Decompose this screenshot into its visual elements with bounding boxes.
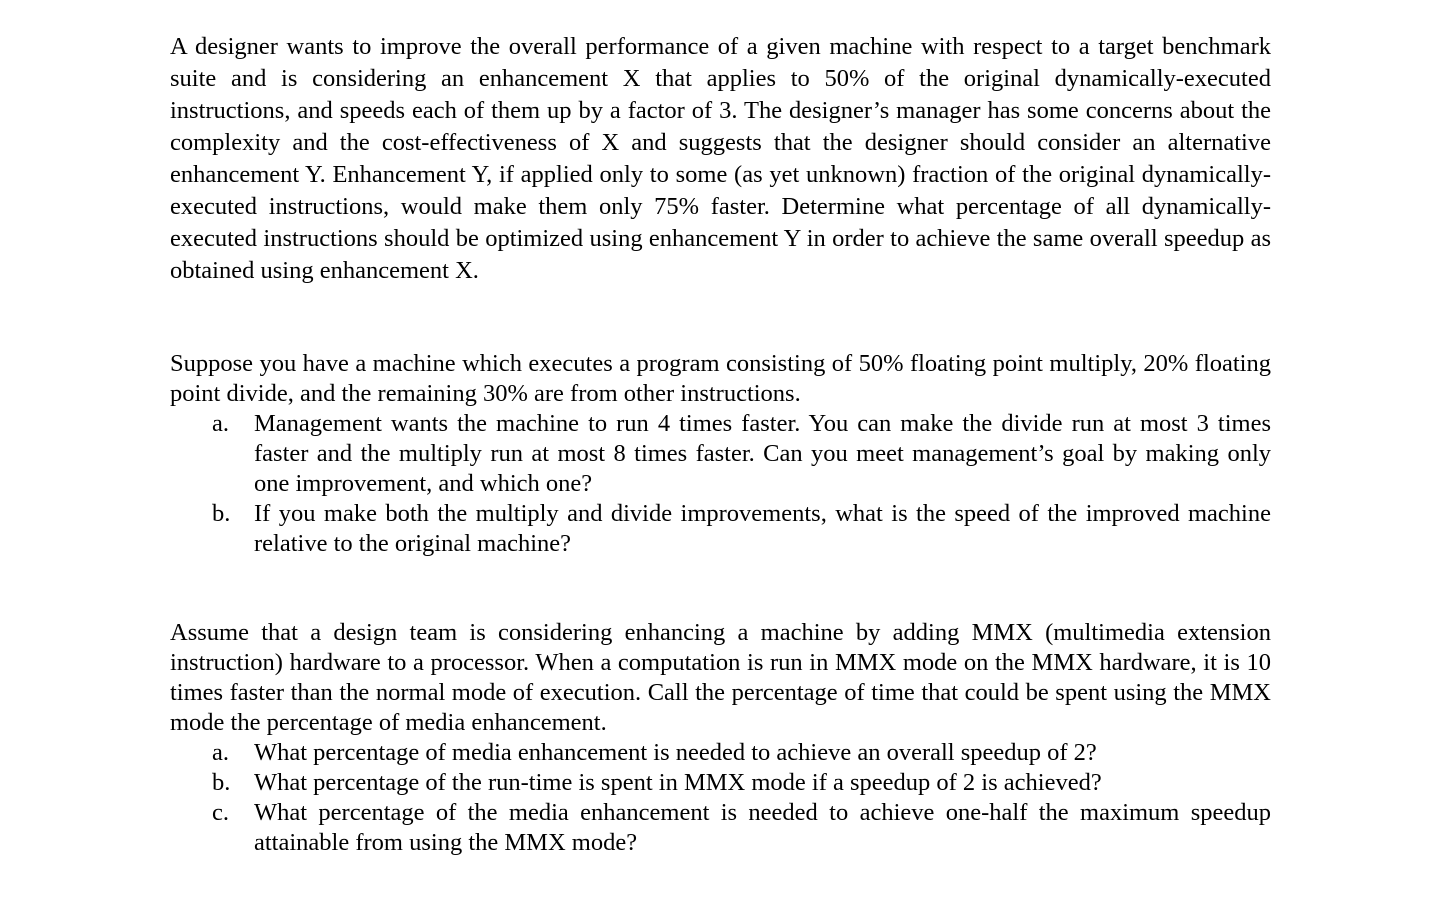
question-1-paragraph: A designer wants to improve the overall performance of a given machine with respect to a target benchmark suite and is considering an enhancement X that applies to 50% of the original dynamically-executed instructions, and speeds each of them up by a factor of 3. The designer’s manager has some concerns about the complexity and the cost-effectiveness of X and suggests that the designer should consider an alternative enhancement Y. Enhancement Y, if applied only to some (as yet unknown) fraction of the original dynamically-executed instructions, would make them only 75% faster. Determine what percentage of all dynamically-executed instructions should be optimized using enhancement Y in order to achieve the same overall speedup as obtained using enhancement X. <box>170 33 1271 284</box>
question-3-intro: Assume that a design team is considering enhancing a machine by adding MMX (multimedia extension instruction) hardware to a processor. When a computation is run in MMX mode on the MMX hardware, it is 10 times faster than the normal mode of execution. Call the percentage of time that could be spent using the MMX mode the percentage of media enhancement. <box>170 619 1271 736</box>
list-item-text: What percentage of the media enhancement is needed to achieve one-half the maximum speedup attainable from using the MMX mode? <box>254 799 1271 856</box>
list-item <box>170 409 1271 499</box>
list-item-marker: b. <box>212 769 231 796</box>
list-item-text: Management wants the machine to run 4 times faster. You can make the divide run at most 3 times faster and the multiply run at most 8 times faster. Can you meet management’s goal by making only one improvement, and which one? <box>254 410 1271 497</box>
list-item <box>170 499 1271 559</box>
question-2-intro: Suppose you have a machine which executes a program consisting of 50% floating point multiply, 20% floating point divide, and the remaining 30% are from other instructions. <box>170 350 1271 407</box>
list-item-marker: a. <box>212 739 229 766</box>
list-item <box>170 798 1271 858</box>
list-item-text: If you make both the multiply and divide improvements, what is the speed of the improved machine relative to the original machine? <box>254 500 1271 557</box>
list-item-text: What percentage of media enhancement is needed to achieve an overall speedup of 2? <box>254 739 1097 766</box>
list-item-marker: a. <box>212 410 229 437</box>
list-item <box>170 768 1271 798</box>
list-item <box>170 738 1271 768</box>
list-item-marker: c. <box>212 799 229 826</box>
question-3 <box>170 618 1271 858</box>
list-item-text: What percentage of the run-time is spent in MMX mode if a speedup of 2 is achieved? <box>254 769 1102 796</box>
list-item-marker: b. <box>212 500 231 527</box>
question-2 <box>170 349 1271 559</box>
